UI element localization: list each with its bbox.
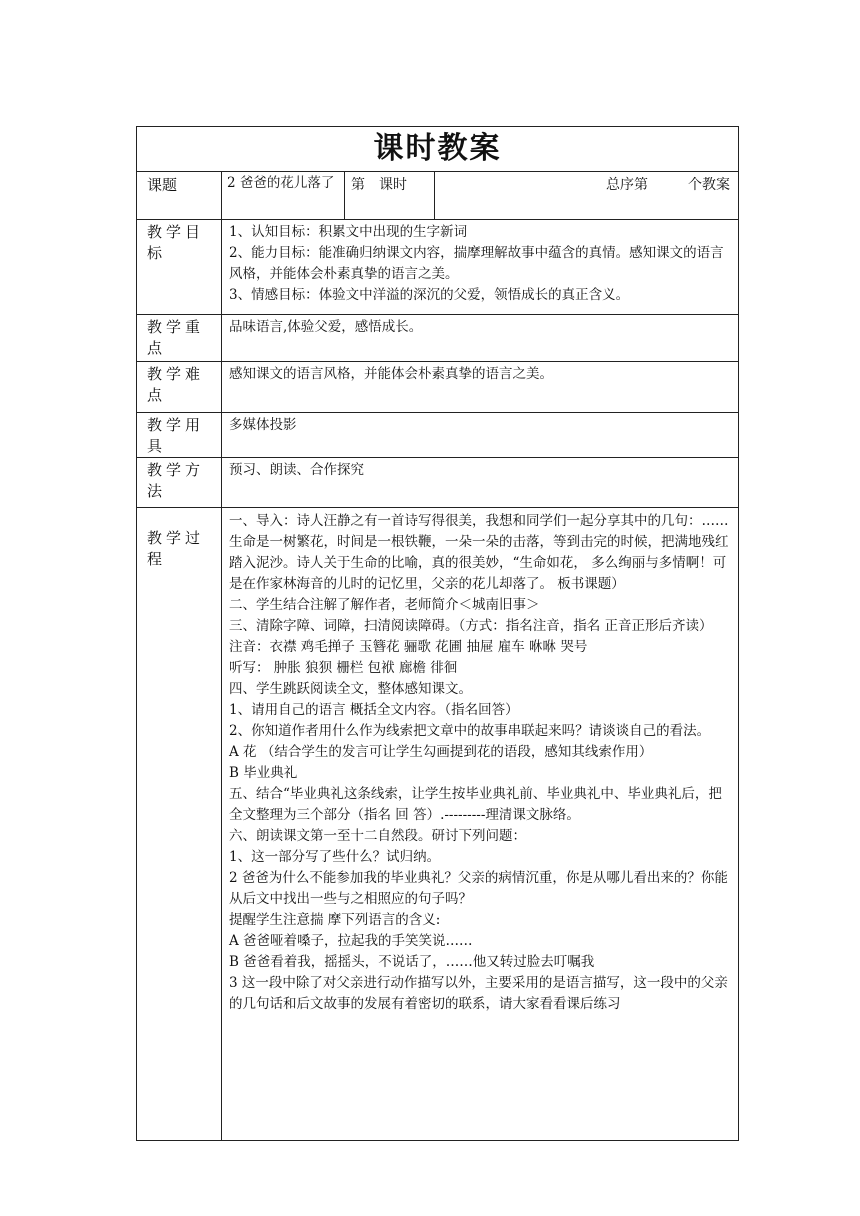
process-line: 一、导入：诗人汪静之有一首诗写得很美，我想和同学们一起分享其中的几句：……生命是一树繁花，时间是一根铁鞭，一朵一朵的击落，等到击完的时候，把满地残红踏入泥沙。诗人关于生命的比喻，真的很美妙，“生命如花， 多么绚丽与多情啊！可是在作家林海音的儿时的记忆里，父亲的花儿却落了。 板书课题） — [229, 513, 729, 592]
key-points-row — [137, 315, 739, 362]
process-line: 1、这一部分写了些什么？试归纳。 — [229, 849, 441, 865]
process-line: 六、朗读课文第一至十二自然段。研讨下列问题： — [229, 828, 526, 844]
title-cell — [137, 127, 739, 172]
process-content — [222, 508, 739, 1141]
process-line: 2、你知道作者用什么作为线索把文章中的故事串联起来吗？请谈谈自己的看法。 — [229, 723, 711, 739]
period-prefix: 第 — [351, 177, 365, 193]
methods-content: 预习、朗读、合作探究 — [222, 458, 739, 508]
process-line: 1、请用自己的语言 概括全文内容。（指名回答） — [229, 702, 519, 718]
page-title: 课时教案 — [373, 131, 502, 166]
period-cell — [345, 172, 435, 220]
methods-row — [137, 458, 739, 508]
process-line: 二、学生结合注解了解作者，老师简介＜城南旧事＞ — [229, 597, 540, 613]
goal-line: 3、情感目标：体验文中洋溢的深沉的父爱，领悟成长的真正含义。 — [229, 287, 630, 303]
tools-content: 多媒体投影 — [222, 413, 739, 458]
process-line: 注音：衣襟 鸡毛掸子 玉簪花 骊歌 花圃 抽屉 雇车 咻咻 哭号 — [229, 639, 588, 655]
period-suffix: 课时 — [379, 177, 407, 193]
header-row — [137, 172, 739, 220]
methods-label: 教学方法 — [137, 458, 222, 508]
key-points-content: 品味语言,体验父爱，感悟成长。 — [222, 315, 739, 362]
process-line: 四、学生跳跃阅读全文，整体感知课文。 — [229, 681, 472, 697]
total-prefix: 总序第 — [606, 177, 648, 193]
total-suffix: 个教案 — [688, 177, 730, 193]
difficulties-row — [137, 362, 739, 413]
process-line: A 花 （结合学生的发言可让学生勾画提到花的语段，感知其线索作用） — [229, 744, 653, 760]
process-line: 三、清除字障、词障，扫清阅读障碍。（方式：指名注音，指名 正音正形后齐读） — [229, 618, 713, 634]
process-line: 2 爸爸为什么不能参加我的毕业典礼？父亲的病情沉重，你是从哪儿看出来的？你能从后文中找出一些与之相照应的句子吗？ — [229, 870, 728, 907]
process-line: B 爸爸看着我，摇摇头，不说话了，……他又转过脸去叮嘱我 — [229, 954, 595, 970]
process-line: B 毕业典礼 — [229, 765, 298, 781]
process-line: 提醒学生注意揣 摩下列语言的含义: — [229, 912, 441, 928]
goals-row — [137, 220, 739, 315]
difficulties-label: 教学难点 — [137, 362, 222, 413]
difficulties-content: 感知课文的语言风格，并能体会朴素真挚的语言之美。 — [222, 362, 739, 413]
total-cell — [435, 172, 739, 220]
process-row — [137, 508, 739, 1141]
goals-label: 教学目标 — [137, 220, 222, 315]
goals-content — [222, 220, 739, 315]
goal-line: 1、认知目标：积累文中出现的生字新词 — [229, 224, 468, 240]
tools-label: 教学用具 — [137, 413, 222, 458]
lesson-plan-table — [136, 126, 739, 1141]
topic-value: 2 爸爸的花儿落了 — [222, 172, 345, 220]
process-line: 听写： 肿胀 狼狈 栅栏 包袱 廊檐 徘徊 — [229, 660, 458, 676]
process-label: 教学过程 — [137, 508, 222, 1141]
process-line: 五、结合“毕业典礼这条线索，让学生按毕业典礼前、毕业典礼中、毕业典礼后，把全文整理为三个部分（指名 回 答）.---------理清课文脉络。 — [229, 786, 722, 823]
tools-row — [137, 413, 739, 458]
topic-label: 课题 — [137, 172, 222, 220]
process-line: A 爸爸哑着嗓子，拉起我的手笑笑说…… — [229, 933, 473, 949]
key-points-label: 教学重点 — [137, 315, 222, 362]
process-line: 3 这一段中除了对父亲进行动作描写以外，主要采用的是语言描写，这一段中的父亲的几句话和后文故事的发展有着密切的联系，请大家看看课后练习 — [229, 975, 728, 1012]
goal-line: 2、能力目标：能准确归纳课文内容，揣摩理解故事中蕴含的真情。感知课文的语言风格，并能体会朴素真挚的语言之美。 — [229, 245, 724, 282]
